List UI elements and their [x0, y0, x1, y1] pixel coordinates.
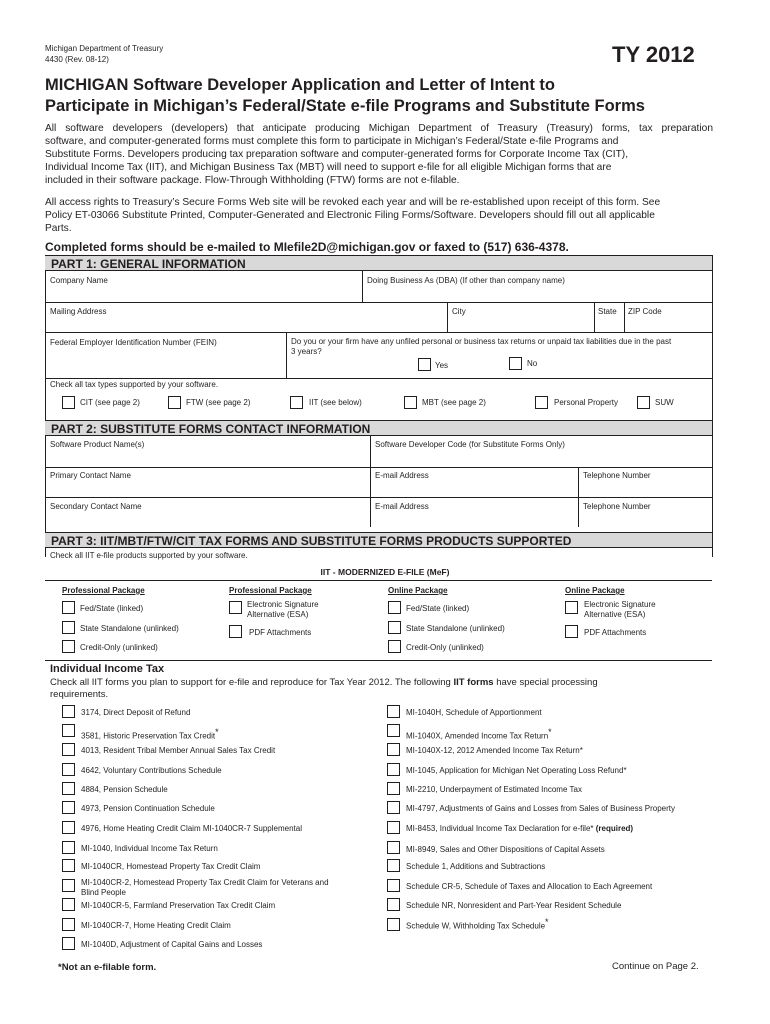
dba-field[interactable]	[367, 286, 707, 300]
divider	[594, 302, 595, 332]
pro-state-standalone-label: State Standalone (unlinked)	[80, 624, 179, 633]
form-mi1040cr5-checkbox[interactable]	[62, 898, 75, 911]
form-schedule1-label: Schedule 1, Additions and Subtractions	[406, 862, 546, 871]
divider	[286, 332, 287, 378]
pro-credit-only-checkbox[interactable]	[62, 640, 75, 653]
pro-pdf-label: PDF Attachments	[249, 628, 312, 637]
form-schedule-nr-label: Schedule NR, Nonresident and Part-Year Resident Schedule	[406, 901, 622, 910]
yes-label: Yes	[435, 361, 449, 370]
mailing-address-field[interactable]	[50, 317, 442, 331]
form-4973-label: 4973, Pension Continuation Schedule	[81, 804, 215, 813]
divider	[45, 467, 712, 468]
dba-label: Doing Business As (DBA) (If other than company name)	[367, 276, 565, 285]
form-mi1040cr2-label-line2: Blind People	[81, 888, 126, 897]
developer-code-field[interactable]	[375, 451, 707, 465]
form-mi1040d-checkbox[interactable]	[62, 937, 75, 950]
secondary-phone-field[interactable]	[583, 512, 707, 526]
cit-label: CIT (see page 2)	[80, 398, 140, 407]
form-3581-label	[81, 727, 219, 741]
form-4973-checkbox[interactable]	[62, 801, 75, 814]
not-efilable-star: *	[545, 917, 549, 927]
unfiled-question-line1: Do you or your firm have any unfiled personal or business tax returns or unpaid tax liabilities due in the past	[291, 337, 672, 346]
form-mi1040cr-label: MI-1040CR, Homestead Property Tax Credit Claim	[81, 862, 261, 871]
form-4976-label: 4976, Home Heating Credit Claim MI-1040CR-7 Supplemental	[81, 824, 302, 833]
form-mi1040cr2-label-line1: MI-1040CR-2, Homestead Property Tax Credit Claim for Veterans and	[81, 878, 329, 887]
ftw-checkbox[interactable]	[168, 396, 181, 409]
no-checkbox[interactable]	[509, 357, 522, 370]
suw-label: SUW	[655, 398, 674, 407]
part3-title: PART 3: IIT/MBT/FTW/CIT TAX FORMS AND SUBSTITUTE FORMS PRODUCTS SUPPORTED	[51, 534, 572, 548]
primary-phone-field[interactable]	[583, 481, 707, 495]
divider	[45, 580, 712, 581]
divider	[624, 302, 625, 332]
online-pdf-label: PDF Attachments	[584, 628, 647, 637]
form-mi1040h-checkbox[interactable]	[387, 705, 400, 718]
divider	[370, 436, 371, 467]
online-fed-state-checkbox[interactable]	[388, 601, 401, 614]
part3-header	[45, 532, 712, 548]
city-label: City	[452, 307, 466, 316]
divider	[578, 497, 579, 527]
iit-desc-a: Check all IIT forms you plan to support for e-file and reproduce for Tax Year 2012. The following	[50, 677, 454, 688]
not-efilable-star: *	[215, 727, 219, 737]
title-line-1: MICHIGAN Software Developer Application and Letter of Intent to	[45, 76, 556, 94]
state-label: State	[598, 307, 617, 316]
form-mi1040-checkbox[interactable]	[62, 841, 75, 854]
iit-heading: Individual Income Tax	[50, 663, 165, 675]
unfiled-question-line2: 3 years?	[291, 347, 322, 356]
divider	[45, 497, 712, 498]
intro-p1-line: Individual Income Tax (IIT), and Michigan Business Tax (MBT) will need to support e-file for all eligible Michigan forms that are	[45, 162, 612, 173]
online-state-standalone-checkbox[interactable]	[388, 621, 401, 634]
mailing-address-label: Mailing Address	[50, 307, 107, 316]
primary-email-label: E-mail Address	[375, 471, 429, 480]
form-4884-checkbox[interactable]	[62, 782, 75, 795]
pkg-header-online-2: Online Package	[565, 586, 625, 595]
intro-p1-line: Substitute Forms. Developers producing tax preparation software and computer-generated forms for Corporate Income Tax (CIT),	[45, 149, 629, 160]
not-efilable-star: *	[548, 727, 552, 737]
form-mi1040cr-checkbox[interactable]	[62, 859, 75, 872]
cit-checkbox[interactable]	[62, 396, 75, 409]
product-names-field[interactable]	[50, 451, 366, 465]
iit-description-line1	[50, 677, 598, 688]
continue-note: Continue on Page 2.	[612, 961, 699, 972]
intro-p2-line: All access rights to Treasury’s Secure Forms Web site will be revoked each year and will be re-established upon receipt of this form. See	[45, 197, 661, 208]
agency-name: Michigan Department of Treasury	[45, 44, 164, 53]
personal-property-checkbox[interactable]	[535, 396, 548, 409]
divider	[45, 332, 712, 333]
iit-desc-b: IIT forms	[453, 677, 494, 688]
form-mi1045-checkbox[interactable]	[387, 763, 400, 776]
online-fed-state-label: Fed/State (linked)	[406, 604, 470, 613]
form-mi1040x12-checkbox[interactable]	[387, 743, 400, 756]
state-field[interactable]	[598, 317, 620, 331]
divider	[370, 467, 371, 497]
company-name-field[interactable]	[50, 286, 358, 300]
form-number: 4430 (Rev. 08-12)	[45, 55, 109, 64]
check-all-products-label: Check all IIT e-file products supported by your software.	[50, 551, 248, 560]
tax-types-label: Check all tax types supported by your software.	[50, 380, 219, 389]
form-3174-label: 3174, Direct Deposit of Refund	[81, 708, 191, 717]
form-mi1040cr2-checkbox[interactable]	[62, 879, 75, 892]
part2-title: PART 2: SUBSTITUTE FORMS CONTACT INFORMATION	[51, 422, 371, 436]
online-credit-only-label: Credit-Only (unlinked)	[406, 643, 484, 652]
divider	[45, 660, 712, 661]
pro-fed-state-checkbox[interactable]	[62, 601, 75, 614]
primary-contact-label: Primary Contact Name	[50, 471, 131, 480]
form-schedule-nr-checkbox[interactable]	[387, 898, 400, 911]
intro-p1-line: included in their software package. Flow-Through Withholding (FTW) forms are not e-filable.	[45, 175, 460, 186]
pkg-header-online-1: Online Package	[388, 586, 448, 595]
intro-p1-line: All software developers (developers) that anticipate producing Michigan Department of Treasury (Treasury) forms, tax preparation	[45, 123, 713, 134]
zip-label: ZIP Code	[628, 307, 662, 316]
fein-field[interactable]	[50, 350, 280, 374]
form-4013-checkbox[interactable]	[62, 743, 75, 756]
form-schedule-w-text: Schedule W, Withholding Tax Schedule	[406, 921, 546, 931]
divider	[370, 497, 371, 527]
form-mi1040x-label	[406, 727, 552, 741]
form-3581-text: 3581, Historic Preservation Tax Credit	[81, 731, 216, 741]
form-mi8453-label	[406, 824, 633, 833]
secondary-contact-field[interactable]	[50, 512, 366, 526]
form-mi4797-checkbox[interactable]	[387, 801, 400, 814]
pro-esa-label-line1: Electronic Signature	[247, 600, 319, 609]
iit-desc-c: have special processing	[493, 677, 598, 688]
personal-property-label: Personal Property	[554, 398, 619, 407]
form-mi2210-label: MI-2210, Underpayment of Estimated Income Tax	[406, 785, 582, 794]
secondary-contact-label: Secondary Contact Name	[50, 502, 142, 511]
divider	[45, 378, 712, 379]
primary-email-field[interactable]	[375, 481, 574, 495]
pro-fed-state-label: Fed/State (linked)	[80, 604, 144, 613]
no-label: No	[527, 359, 538, 368]
form-mi1040h-label: MI-1040H, Schedule of Apportionment	[406, 708, 542, 717]
intro-p1-line: software, and computer-generated forms must complete this form to participate in Michigan’s Federal/State e-file Programs and	[45, 136, 619, 147]
yes-checkbox[interactable]	[418, 358, 431, 371]
intro-paragraph-2	[45, 196, 713, 235]
required-note: (required)	[595, 824, 634, 833]
form-mi8949-label: MI-8949, Sales and Other Dispositions of Capital Assets	[406, 845, 605, 854]
form-mi4797-label: MI-4797, Adjustments of Gains and Losses from Sales of Business Property	[406, 804, 676, 813]
form-4884-label: 4884, Pension Schedule	[81, 785, 168, 794]
ftw-label: FTW (see page 2)	[186, 398, 251, 407]
pro-pdf-checkbox[interactable]	[229, 625, 242, 638]
part2-header	[45, 420, 712, 436]
form-mi1040x-text: MI-1040X, Amended Income Tax Return	[406, 731, 549, 741]
title-line-2: Participate in Michigan’s Federal/State e-file Programs and Substitute Forms	[45, 97, 645, 115]
form-4642-label: 4642, Voluntary Contributions Schedule	[81, 766, 222, 775]
form-mi1040x12-label: MI-1040X-12, 2012 Amended Income Tax Return*	[406, 746, 583, 755]
mbt-checkbox[interactable]	[404, 396, 417, 409]
primary-phone-label: Telephone Number	[583, 471, 651, 480]
mef-heading: IIT - MODERNIZED E-FILE (MeF)	[320, 567, 450, 577]
form-left-border	[45, 255, 46, 557]
pkg-header-pro-1: Professional Package	[62, 586, 145, 595]
form-mi8453-text: MI-8453, Individual Income Tax Declaration for e-file*	[406, 824, 594, 833]
tax-year: TY 2012	[612, 42, 695, 67]
online-credit-only-checkbox[interactable]	[388, 640, 401, 653]
intro-paragraph-1	[45, 122, 713, 187]
online-esa-label-line1: Electronic Signature	[584, 600, 656, 609]
form-mi2210-checkbox[interactable]	[387, 782, 400, 795]
company-name-label: Company Name	[50, 276, 108, 285]
form-mi1045-label: MI-1045, Application for Michigan Net Operating Loss Refund*	[406, 766, 627, 775]
intro-p2-line: Parts.	[45, 223, 72, 234]
divider	[45, 302, 712, 303]
suw-checkbox[interactable]	[637, 396, 650, 409]
form-4642-checkbox[interactable]	[62, 763, 75, 776]
form-mi1040d-label: MI-1040D, Adjustment of Capital Gains and Losses	[81, 940, 263, 949]
online-pdf-checkbox[interactable]	[565, 625, 578, 638]
intro-p2-line: Policy ET-03066 Substitute Printed, Computer-Generated and Electronic Filing Forms/Software. Developers should fill out all applicable	[45, 210, 655, 221]
primary-contact-field[interactable]	[50, 481, 366, 495]
developer-code-label: Software Developer Code (for Substitute Forms Only)	[375, 440, 565, 449]
form-4013-label: 4013, Resident Tribal Member Annual Sales Tax Credit	[81, 746, 276, 755]
divider	[578, 467, 579, 497]
form-schedule-cr5-checkbox[interactable]	[387, 879, 400, 892]
city-field[interactable]	[452, 317, 590, 331]
zip-field[interactable]	[628, 317, 708, 331]
pro-state-standalone-checkbox[interactable]	[62, 621, 75, 634]
pkg-header-pro-2: Professional Package	[229, 586, 312, 595]
form-mi8949-checkbox[interactable]	[387, 841, 400, 854]
iit-description-line2: requirements.	[50, 689, 109, 700]
pro-credit-only-label: Credit-Only (unlinked)	[80, 643, 158, 652]
iit-label: IIT (see below)	[309, 398, 362, 407]
submit-instructions: Completed forms should be e-mailed to MIefile2D@michigan.gov or faxed to (517) 636-4378.	[45, 240, 569, 254]
form-schedule1-checkbox[interactable]	[387, 859, 400, 872]
secondary-email-label: E-mail Address	[375, 502, 429, 511]
online-state-standalone-label: State Standalone (unlinked)	[406, 624, 505, 633]
form-right-border	[712, 255, 713, 557]
form-schedule-cr5-label: Schedule CR-5, Schedule of Taxes and Allocation to Each Agreement	[406, 882, 653, 891]
secondary-phone-label: Telephone Number	[583, 502, 651, 511]
secondary-email-field[interactable]	[375, 512, 574, 526]
form-mi1040cr5-label: MI-1040CR-5, Farmland Preservation Tax Credit Claim	[81, 901, 276, 910]
form-schedule-w-label	[406, 917, 549, 931]
divider	[447, 302, 448, 332]
form-3174-checkbox[interactable]	[62, 705, 75, 718]
part1-title: PART 1: GENERAL INFORMATION	[51, 257, 246, 271]
footnote: *Not an e-filable form.	[58, 962, 157, 973]
product-names-label: Software Product Name(s)	[50, 440, 145, 449]
pro-esa-label-line2: Alternative (ESA)	[247, 610, 309, 619]
fein-label: Federal Employer Identification Number (FEIN)	[50, 338, 217, 347]
form-mi1040cr7-checkbox[interactable]	[62, 918, 75, 931]
form-mi1040-label: MI-1040, Individual Income Tax Return	[81, 844, 218, 853]
form-schedule-w-checkbox[interactable]	[387, 918, 400, 931]
iit-checkbox[interactable]	[290, 396, 303, 409]
part1-header	[45, 255, 712, 271]
online-esa-label-line2: Alternative (ESA)	[584, 610, 646, 619]
form-mi1040cr7-label: MI-1040CR-7, Home Heating Credit Claim	[81, 921, 231, 930]
form-mi8453-checkbox[interactable]	[387, 821, 400, 834]
form-3581-checkbox[interactable]	[62, 724, 75, 737]
pro-esa-checkbox[interactable]	[229, 601, 242, 614]
divider	[362, 271, 363, 302]
mbt-label: MBT (see page 2)	[422, 398, 486, 407]
form-mi1040x-checkbox[interactable]	[387, 724, 400, 737]
form-4976-checkbox[interactable]	[62, 821, 75, 834]
online-esa-checkbox[interactable]	[565, 601, 578, 614]
